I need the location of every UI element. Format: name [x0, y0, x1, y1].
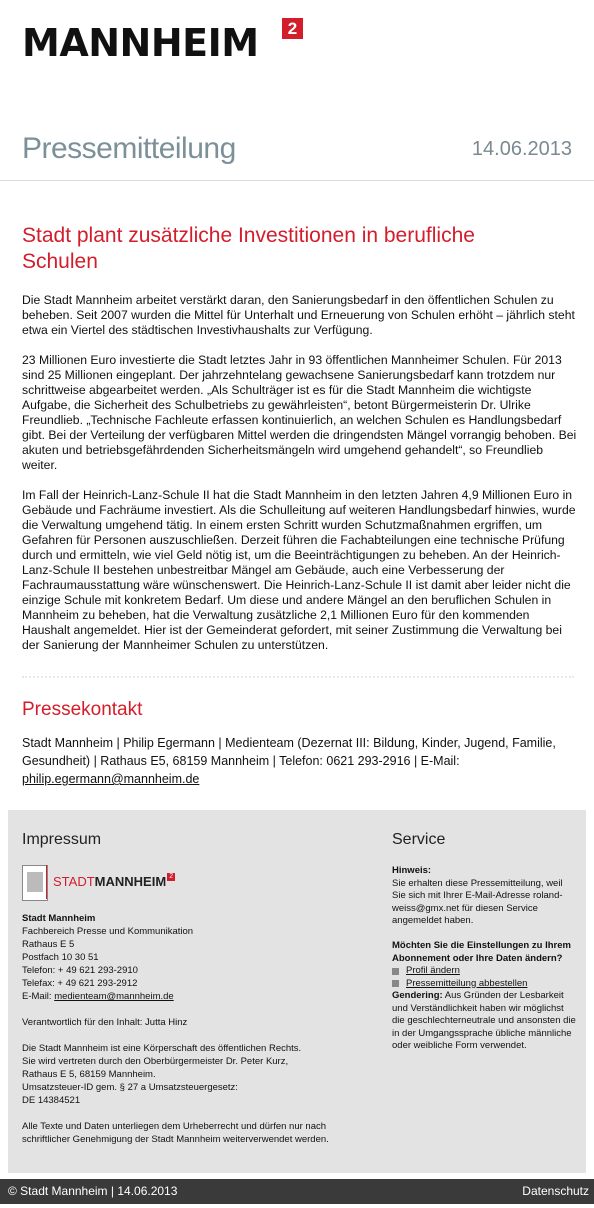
privacy-link[interactable]: Datenschutz	[522, 1184, 589, 1198]
impressum-legal-line: DE 14384521	[22, 1095, 81, 1106]
impressum-title: Impressum	[22, 831, 102, 848]
impressum-legal-line: Sie wird vertreten durch den Oberbürgermeister Dr. Peter Kurz,	[22, 1056, 289, 1067]
impressum-line: Postfach 10 30 51	[22, 952, 99, 963]
service-text	[392, 865, 576, 1053]
press-contact-details: Stadt Mannheim | Philip Egermann | Medienteam (Dezernat III: Bildung, Kinder, Jugend, Familie, Gesundheit) | Rathaus E5, 68159 Mannheim | Telefon: 0621 293-2916 | E-Mail:	[22, 736, 556, 768]
service-hint-text: Sie erhalten diese Pressemitteilung, weil Sie sich mit Ihrer E-Mail-Adresse roland-weiss@gmx.net für diesen Service angemeldet haben.	[392, 877, 563, 926]
bullet-square-icon	[392, 968, 399, 975]
impressum-email-link[interactable]: medienteam@mannheim.de	[54, 991, 174, 1002]
article-paragraph: 23 Millionen Euro investierte die Stadt letztes Jahr in 93 öffentlichen Mannheimer Schulen. Für 2013 sind 25 Millionen eingeplant. Der jahrzehntelang gewachsene Sanierungsbedarf kann trotzdem nur schrittweise abgearbeitet werden. „Als Schulträger ist es für die Stadt Mannheim die wichtigste Aufgabe, die Sicherheit des Schulbetriebs zu gewährleisten“, betont Bürgermeisterin Dr. Ulrike Freundlieb. „Technische Fachleute erfassen kontinuierlich, an welchen Schulen es Handlungsbedarf gibt. Bei der Verteilung der verfügbaren Mittel werden die dringendsten Mängel vorrangig behoben. Bei akuten und betriebsgefährdenden Sicherheitsmängeln wird umgehend gehandelt“, so Freundlieb weiter.	[22, 353, 577, 472]
press-contact-title: Pressekontakt	[22, 699, 143, 720]
service-gendering	[392, 990, 576, 1053]
impressum-text	[22, 912, 382, 1146]
service-hint-label: Hinweis:	[392, 865, 432, 876]
profile-link-row	[392, 965, 576, 978]
article-paragraph: Die Stadt Mannheim arbeitet verstärkt daran, den Sanierungsbedarf in den öffentlichen Schulen zu beheben. Seit 2007 wurden die Mittel für Unterhalt und Erneuerung von Schulen erhöht – jährlich steht etwa ein Viertel des städtischen Investivhaushalts zur Verfügung.	[22, 293, 575, 337]
impressum-line: Rathaus E 5	[22, 939, 75, 950]
bottom-bar	[0, 1179, 594, 1204]
service-title: Service	[392, 831, 446, 848]
logo-sup: 2	[167, 873, 175, 881]
copyright-text: © Stadt Mannheim | 14.06.2013	[8, 1184, 178, 1198]
impressum-email-label: E-Mail:	[22, 991, 52, 1002]
impressum-org: Stadt Mannheim	[22, 913, 96, 924]
press-release-label: Pressemitteilung	[22, 132, 236, 165]
city-seal-icon	[22, 865, 48, 901]
impressum-copyright-line: Alle Texte und Daten unterliegen dem Urheberrecht und dürfen nur nach	[22, 1121, 327, 1132]
impressum-legal-line: Rathaus E 5, 68159 Mannheim.	[22, 1069, 156, 1080]
impressum-legal-line: Die Stadt Mannheim ist eine Körperschaft des öffentlichen Rechts.	[22, 1043, 302, 1054]
impressum-line: Telefax: + 49 621 293-2912	[22, 978, 138, 989]
bullet-square-icon	[392, 980, 399, 987]
press-contact-email-link[interactable]: philip.egermann@mannheim.de	[22, 772, 200, 786]
press-contact-text	[22, 734, 578, 788]
unsubscribe-link-row	[392, 978, 576, 991]
logo-superscript: 2	[282, 18, 303, 39]
gendering-label: Gendering:	[392, 990, 443, 1001]
impressum-line: Fachbereich Presse und Kommunikation	[22, 926, 194, 937]
service-change-question: Möchten Sie die Einstellungen zu Ihrem Abonnement oder Ihre Daten ändern?	[392, 940, 571, 964]
unsubscribe-link[interactable]: Pressemitteilung abbestellen	[406, 977, 528, 989]
stadt-mannheim-logo	[46, 865, 175, 899]
impressum-responsible: Verantwortlich für den Inhalt: Jutta Hinz	[22, 1017, 188, 1028]
impressum-email-line	[22, 990, 382, 1003]
impressum-line: Telefon: + 49 621 293-2910	[22, 965, 138, 976]
logo-stadt: STADT	[53, 874, 95, 889]
logo-mannheim: MANNHEIM	[94, 874, 167, 889]
impressum-legal-line: Umsatzsteuer-ID gem. § 27 a Umsatzsteuergesetz:	[22, 1082, 238, 1093]
press-release-bar	[0, 128, 594, 181]
impressum-copyright-line: schriftlicher Genehmigung der Stadt Mannheim weiterverwendet werden.	[22, 1134, 329, 1145]
header	[0, 0, 594, 90]
footer-box	[8, 810, 586, 1173]
divider	[22, 676, 574, 678]
gendering-text: Aus Gründen der Lesbarkeit und Verständlichkeit haben wir möglichst die geschlechterneutrale und ansonsten die in der Umgangssprache übliche männliche oder weibliche Form verwendet.	[392, 990, 576, 1051]
article-body	[22, 293, 578, 668]
press-release-date: 14.06.2013	[471, 138, 572, 160]
article-paragraph: Im Fall der Heinrich-Lanz-Schule II hat die Stadt Mannheim in den letzten Jahren 4,9 Millionen Euro in Gebäude und Fachräume investiert. Als die Schulleitung auf weiteren Handlungsbedarf hinwies, wurde die Verwaltung umgehend tätig. In einem ersten Schritt wurden Schutzmaßnahmen ergriffen, um Gefahren für Personen auszuschließen. Derzeit führen die Fachabteilungen eine technische Prüfung durch und ermitteln, wie viel Geld nötig ist, um die Beeinträchtigungen zu beheben. An der Heinrich-Lanz-Schule II bestehen unbestreitbar Mängel am Gebäude, auch eine Verbesserung der Fachraumausstattung wäre wünschenswert. Die Heinrich-Lanz-Schule II ist damit aber leider nicht die einzige Schule mit konkretem Bedarf. Um diese und andere Mängel an den beruflichen Schulen in Mannheim zu beheben, hat die Verwaltung zusätzliche 2,1 Millionen Euro für den kommenden Haushalt angemeldet. Hier ist der Gemeinderat gefordert, mit seiner Zustimmung die Verwaltung bei der Sanierung der Mannheimer Schulen zu unterstützen.	[22, 488, 576, 652]
article-title: Stadt plant zusätzliche Investitionen in berufliche Schulen	[22, 224, 475, 273]
mannheim-logo: MANNHEIM	[22, 21, 259, 65]
profile-change-link[interactable]: Profil ändern	[406, 965, 460, 976]
